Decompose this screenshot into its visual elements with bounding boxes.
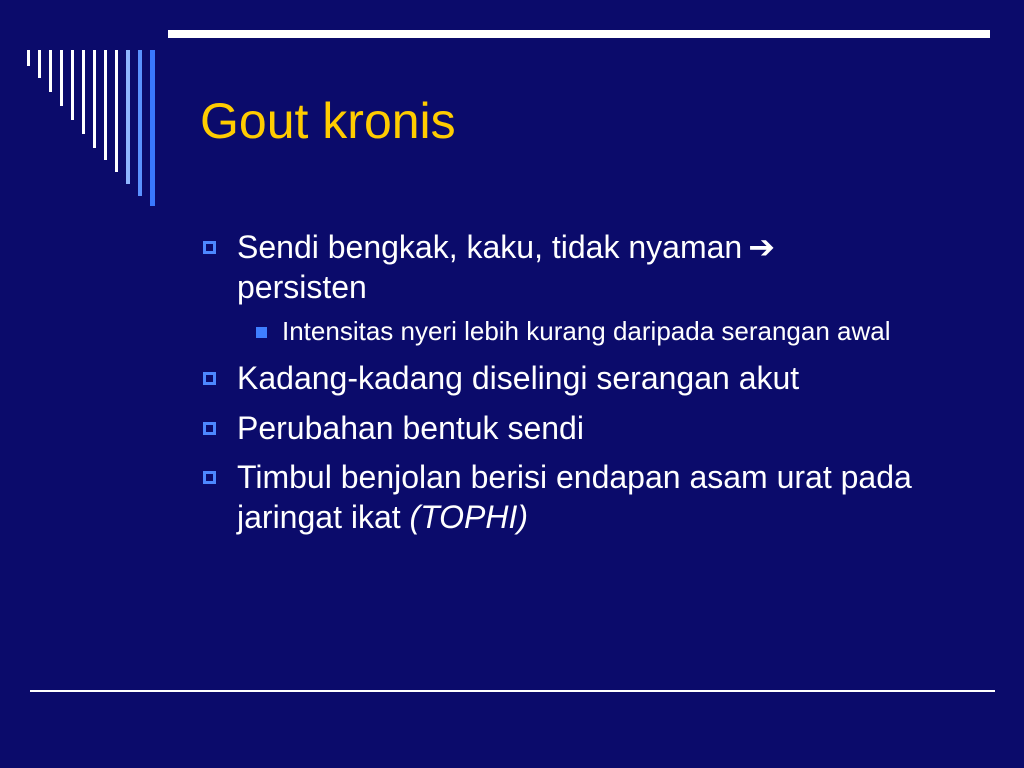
bullet-text: Sendi bengkak, kaku, tidak nyaman (237, 229, 743, 265)
bullet-emphasis: (TOPHI) (409, 499, 529, 536)
slide-title: Gout kronis (200, 93, 456, 149)
bullet-continuation: persisten (237, 268, 367, 305)
bottom-rule (30, 690, 995, 692)
sub-bullet-item-intensitas (245, 315, 960, 349)
bullet-item-perubahan (200, 409, 960, 449)
decorative-stripes (0, 0, 170, 210)
filled-square-bullet-icon (256, 327, 267, 338)
sub-bullet-text: Intensitas nyeri lebih kurang daripada serangan awal (282, 316, 891, 347)
bullet-item-sendi (200, 228, 960, 349)
bullet-item-kadang (200, 359, 960, 399)
top-rule (168, 30, 990, 38)
hollow-square-bullet-icon (203, 422, 216, 435)
bullet-text: Timbul benjolan berisi endapan asam urat pada jaringat ikat (237, 459, 912, 536)
hollow-square-bullet-icon (203, 471, 216, 484)
hollow-square-bullet-icon (203, 372, 216, 385)
hollow-square-bullet-icon (203, 241, 216, 254)
bullet-item-timbul (200, 458, 960, 537)
bullet-text: Perubahan bentuk sendi (237, 409, 584, 446)
bullet-text: Kadang-kadang diselingi serangan akut (237, 360, 800, 397)
right-arrow-icon: ➔ (748, 229, 776, 265)
sub-bullet-list (245, 315, 960, 349)
bullet-list (200, 228, 960, 548)
